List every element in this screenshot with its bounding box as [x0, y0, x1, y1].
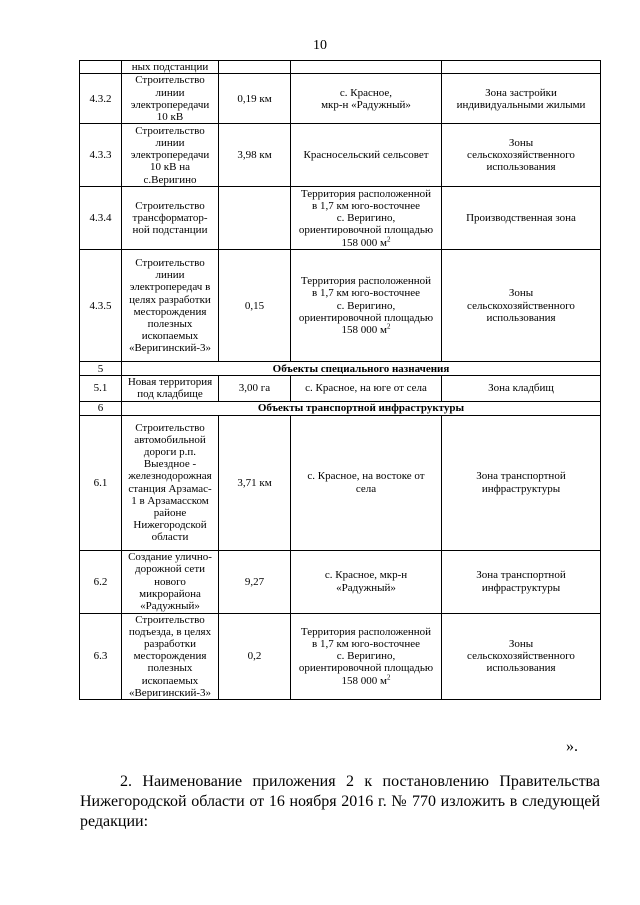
functional-zone: Зона кладбищ	[442, 376, 601, 401]
object-size	[219, 187, 291, 250]
object-size: 9,27	[219, 550, 291, 613]
object-size: 3,00 га	[219, 376, 291, 401]
section-row	[80, 401, 601, 415]
item-number: 4.3.4	[80, 187, 122, 250]
object-name: Строительство линии электропередачи 10 кВ	[122, 74, 219, 124]
functional-zone: Зона транспортной инфраструктуры	[442, 415, 601, 550]
table-row	[80, 376, 601, 401]
table-row	[80, 124, 601, 187]
object-location: с. Красное, на востоке от села	[291, 415, 442, 550]
table-row	[80, 250, 601, 362]
table-row	[80, 74, 601, 124]
item-number: 4.3.3	[80, 124, 122, 187]
superscript: 2	[386, 322, 391, 331]
superscript: 2	[386, 672, 391, 681]
object-size: 0,2	[219, 613, 291, 699]
continuation-row	[80, 61, 601, 74]
functional-zone: Зоны сельскохозяйственного использования	[442, 124, 601, 187]
section-title: Объекты специального назначения	[122, 362, 601, 376]
object-location: с. Красное, мкр-н «Радужный»	[291, 74, 442, 124]
item-number: 4.3.5	[80, 250, 122, 362]
functional-zone: Производственная зона	[442, 187, 601, 250]
page-number: 10	[313, 38, 327, 53]
table-row	[80, 550, 601, 613]
section-title: Объекты транспортной инфраструктуры	[122, 401, 601, 415]
object-location: с. Красное, мкр-н «Радужный»	[291, 550, 442, 613]
object-name: Создание улично- дорожной сети нового микрорайона «Радужный»	[122, 550, 219, 613]
object-name: Строительство линии электропередачи 10 кВ на с.Веригино	[122, 124, 219, 187]
object-location: с. Красное, на юге от села	[291, 376, 442, 401]
objects-table	[79, 60, 601, 700]
object-name: Новая территория под кладбище	[122, 376, 219, 401]
object-name: Строительство линии электропередач в целях разработки месторождения полезных ископаемых «Веригинский-3»	[122, 250, 219, 362]
table-row	[80, 613, 601, 699]
object-location: Территория расположенной в 1,7 км юго-восточнее с. Веригино, ориентировочной площадью 158 000 $м^2$	[291, 187, 442, 250]
object-size: 0,15	[219, 250, 291, 362]
section-number: 6	[80, 401, 122, 415]
object-name: Строительство трансформатор- ной подстанции	[122, 187, 219, 250]
item-number: 5.1	[80, 376, 122, 401]
object-location: Территория расположенной в 1,7 км юго-восточнее с. Веригино, ориентировочной площадью 158 000 $м^2$	[291, 613, 442, 699]
functional-zone: Зона застройки индивидуальными жилыми	[442, 74, 601, 124]
section-row	[80, 362, 601, 376]
object-size: 0,19 км	[219, 74, 291, 124]
functional-zone: Зоны сельскохозяйственного использования	[442, 250, 601, 362]
object-size: 3,98 км	[219, 124, 291, 187]
table-row	[80, 415, 601, 550]
table-row	[80, 187, 601, 250]
object-name: Строительство подъезда, в целях разработки месторождения полезных ископаемых «Веригинский-3»	[122, 613, 219, 699]
item-number: 6.1	[80, 415, 122, 550]
item-number: 6.3	[80, 613, 122, 699]
item-number: 4.3.2	[80, 74, 122, 124]
functional-zone: Зоны сельскохозяйственного использования	[442, 613, 601, 699]
object-name: Строительство автомобильной дороги р.п. Выездное - железнодорожная станция Арзамас- 1 в Арзамасском районе Нижегородской области	[122, 415, 219, 550]
object-name: ных подстанции	[122, 61, 219, 74]
object-size: 3,71 км	[219, 415, 291, 550]
superscript: 2	[386, 234, 391, 243]
item-number: 6.2	[80, 550, 122, 613]
object-location: Территория расположенной в 1,7 км юго-восточнее с. Веригино, ориентировочной площадью 158 000 $м^2$	[291, 250, 442, 362]
functional-zone: Зона транспортной инфраструктуры	[442, 550, 601, 613]
section-number: 5	[80, 362, 122, 376]
body-paragraph: 2. Наименование приложения 2 к постановлению Правительства Нижегородской области от 16 ноября 2016 г. № 770 изложить в следующей редакции:	[80, 773, 600, 830]
end-quote: ».	[566, 738, 578, 755]
object-location: Красносельский сельсовет	[291, 124, 442, 187]
